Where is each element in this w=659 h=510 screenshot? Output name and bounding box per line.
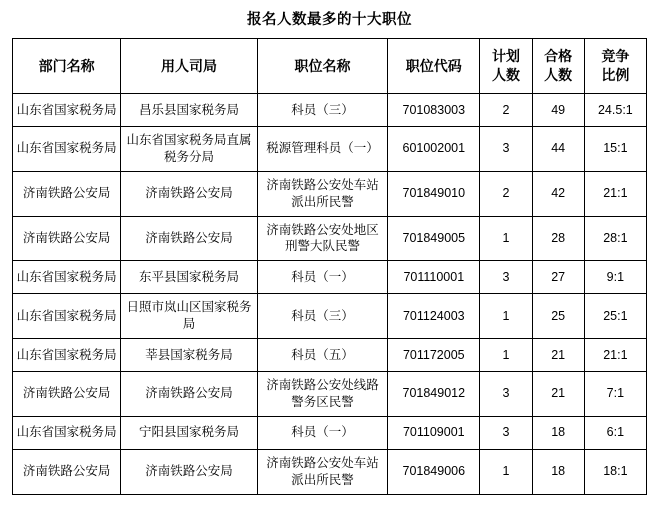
cell-plan-count: 3 — [480, 261, 532, 294]
top-positions-table — [12, 38, 647, 495]
cell-plan-count: 3 — [480, 372, 532, 417]
cell-bureau: 宁阳县国家税务局 — [121, 416, 257, 449]
table-row — [13, 416, 647, 449]
column-header-code — [388, 39, 480, 94]
cell-bureau: 莘县国家税务局 — [121, 339, 257, 372]
column-header-pass-count — [532, 39, 584, 94]
table-body — [13, 94, 647, 495]
table-container — [0, 38, 659, 495]
cell-department: 济南铁路公安局 — [13, 372, 121, 417]
cell-department: 济南铁路公安局 — [13, 171, 121, 216]
cell-code: 601002001 — [388, 127, 480, 172]
table-row — [13, 94, 647, 127]
cell-bureau: 济南铁路公安局 — [121, 216, 257, 261]
cell-code: 701124003 — [388, 294, 480, 339]
table-row — [13, 171, 647, 216]
column-header-pass-count-line2: 人数 — [544, 67, 573, 83]
cell-position: 济南铁路公安处车站派出所民警 — [257, 449, 387, 494]
column-header-ratio — [584, 39, 646, 94]
cell-pass-count: 18 — [532, 449, 584, 494]
page-title: 报名人数最多的十大职位 — [247, 12, 412, 28]
cell-pass-count: 42 — [532, 171, 584, 216]
cell-department: 山东省国家税务局 — [13, 416, 121, 449]
cell-plan-count: 2 — [480, 171, 532, 216]
cell-bureau: 济南铁路公安局 — [121, 171, 257, 216]
cell-department: 山东省国家税务局 — [13, 261, 121, 294]
column-header-plan-count-line2: 人数 — [492, 67, 521, 83]
column-header-bureau-line1: 用人司局 — [161, 57, 218, 74]
column-header-ratio-line1: 竞争 — [601, 48, 630, 65]
cell-plan-count: 3 — [480, 416, 532, 449]
column-header-plan-count-line1: 计划 — [492, 48, 521, 65]
cell-position: 科员（三） — [257, 94, 387, 127]
table-row — [13, 216, 647, 261]
cell-position: 济南铁路公安处地区刑警大队民警 — [257, 216, 387, 261]
column-header-department — [13, 39, 121, 94]
table-header — [13, 39, 647, 94]
cell-position: 科员（一） — [257, 416, 387, 449]
cell-department: 济南铁路公安局 — [13, 216, 121, 261]
cell-pass-count: 18 — [532, 416, 584, 449]
column-header-code-line1: 职位代码 — [405, 57, 462, 74]
cell-code: 701110001 — [388, 261, 480, 294]
column-header-plan-count — [480, 39, 532, 94]
cell-ratio: 9:1 — [584, 261, 646, 294]
cell-bureau: 济南铁路公安局 — [121, 449, 257, 494]
table-row — [13, 339, 647, 372]
cell-ratio: 6:1 — [584, 416, 646, 449]
cell-code: 701172005 — [388, 339, 480, 372]
column-header-pass-count-line1: 合格 — [544, 48, 573, 65]
cell-ratio: 28:1 — [584, 216, 646, 261]
cell-pass-count: 21 — [532, 339, 584, 372]
cell-position: 济南铁路公安处车站派出所民警 — [257, 171, 387, 216]
cell-bureau: 日照市岚山区国家税务局 — [121, 294, 257, 339]
cell-bureau: 东平县国家税务局 — [121, 261, 257, 294]
cell-ratio: 24.5:1 — [584, 94, 646, 127]
cell-pass-count: 28 — [532, 216, 584, 261]
cell-code: 701849010 — [388, 171, 480, 216]
table-row — [13, 449, 647, 494]
cell-position: 科员（三） — [257, 294, 387, 339]
cell-pass-count: 25 — [532, 294, 584, 339]
cell-plan-count: 1 — [480, 216, 532, 261]
cell-bureau: 济南铁路公安局 — [121, 372, 257, 417]
cell-pass-count: 21 — [532, 372, 584, 417]
cell-plan-count: 1 — [480, 449, 532, 494]
cell-department: 山东省国家税务局 — [13, 94, 121, 127]
cell-ratio: 7:1 — [584, 372, 646, 417]
cell-pass-count: 44 — [532, 127, 584, 172]
cell-department: 山东省国家税务局 — [13, 127, 121, 172]
cell-bureau: 山东省国家税务局直属税务分局 — [121, 127, 257, 172]
cell-position: 科员（五） — [257, 339, 387, 372]
cell-plan-count: 2 — [480, 94, 532, 127]
table-row — [13, 261, 647, 294]
cell-bureau: 昌乐县国家税务局 — [121, 94, 257, 127]
cell-plan-count: 3 — [480, 127, 532, 172]
cell-code: 701849006 — [388, 449, 480, 494]
cell-ratio: 25:1 — [584, 294, 646, 339]
column-header-ratio-line2: 比例 — [601, 67, 630, 83]
cell-position: 济南铁路公安处线路警务区民警 — [257, 372, 387, 417]
cell-ratio: 21:1 — [584, 339, 646, 372]
cell-plan-count: 1 — [480, 339, 532, 372]
cell-code: 701083003 — [388, 94, 480, 127]
column-header-bureau — [121, 39, 257, 94]
cell-position: 税源管理科员（一） — [257, 127, 387, 172]
table-header-row — [13, 39, 647, 94]
cell-code: 701109001 — [388, 416, 480, 449]
cell-plan-count: 1 — [480, 294, 532, 339]
cell-ratio: 21:1 — [584, 171, 646, 216]
cell-ratio: 18:1 — [584, 449, 646, 494]
column-header-position — [257, 39, 387, 94]
cell-pass-count: 49 — [532, 94, 584, 127]
cell-department: 山东省国家税务局 — [13, 339, 121, 372]
table-row — [13, 372, 647, 417]
cell-pass-count: 27 — [532, 261, 584, 294]
cell-position: 科员（一） — [257, 261, 387, 294]
cell-ratio: 15:1 — [584, 127, 646, 172]
cell-code: 701849012 — [388, 372, 480, 417]
column-header-position-line1: 职位名称 — [294, 57, 351, 74]
cell-code: 701849005 — [388, 216, 480, 261]
cell-department: 山东省国家税务局 — [13, 294, 121, 339]
table-row — [13, 127, 647, 172]
cell-department: 济南铁路公安局 — [13, 449, 121, 494]
table-row — [13, 294, 647, 339]
column-header-department-line1: 部门名称 — [38, 57, 95, 74]
